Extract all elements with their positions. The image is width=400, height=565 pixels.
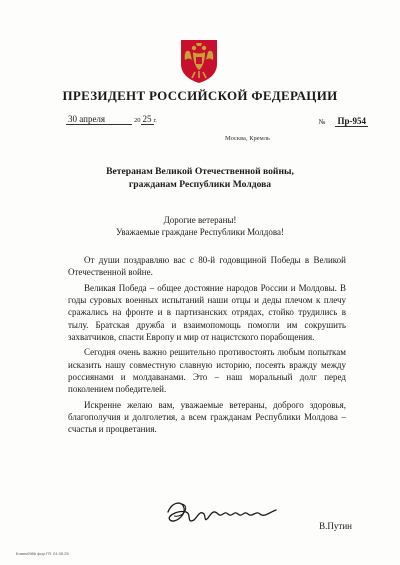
date-year: 25 — [142, 114, 152, 124]
salutation-block — [60, 214, 340, 238]
russian-coat-of-arms-icon — [175, 34, 223, 84]
letter-body — [68, 254, 346, 439]
salutation-line: Дорогие ветераны! — [163, 215, 237, 225]
date-year-suffix: г. — [153, 118, 157, 124]
recipient-block — [60, 165, 340, 191]
recipient-line: Ветеранам Великой Отечественной войны, — [106, 166, 294, 177]
handwritten-signature-icon — [164, 498, 284, 528]
body-paragraph: Великая Победа – общее достояние народов России и Молдовы. В годы суровых военных испытаний наши отцы и деды плечом к плечу сражались на фронте и в партизанских отрядах, стойко трудились в тылу. Братская дружба и взаимопомощь помогли им сокрушить захватчиков, спасти Европу и мир от нацистского порабощения. — [68, 282, 346, 342]
body-paragraph: От души поздравляю вас с 80-й годовщиной Победы в Великой Отечественной войне. — [68, 255, 346, 278]
form-code: Бланк0986 фор.ГЯ. 01.05.25 — [16, 551, 69, 556]
page-title: ПРЕЗИДЕНТ РОССИЙСКОЙ ФЕДЕРАЦИИ — [62, 88, 338, 103]
signer-name: В.Путин — [319, 521, 352, 531]
recipient-line: гражданам Республики Молдова — [128, 179, 272, 190]
document-number — [319, 116, 368, 127]
number-label: № — [318, 118, 326, 126]
body-paragraph: Сегодня очень важно решительно противостоять любым попыткам исказить нашу совместную славную историю, посеять вражду между россиянами и молдаванами. Это – наш моральный долг перед поколением победителей. — [68, 347, 346, 395]
body-paragraph: Искренне желаю вам, уважаемые ветераны, доброго здоровья, благополучия и долголетия, а всем гражданам Республики Молдова – счастья и процветания. — [68, 399, 346, 435]
date-year-prefix: 20 — [134, 117, 141, 124]
number-value: Пр-954 — [337, 116, 366, 126]
place-of-issue: Москва, Кремль — [225, 135, 270, 142]
salutation-line: Уважаемые граждане Республики Молдова! — [116, 227, 284, 237]
date-day-month: 30 апреля — [66, 114, 132, 125]
date-field — [66, 114, 157, 125]
